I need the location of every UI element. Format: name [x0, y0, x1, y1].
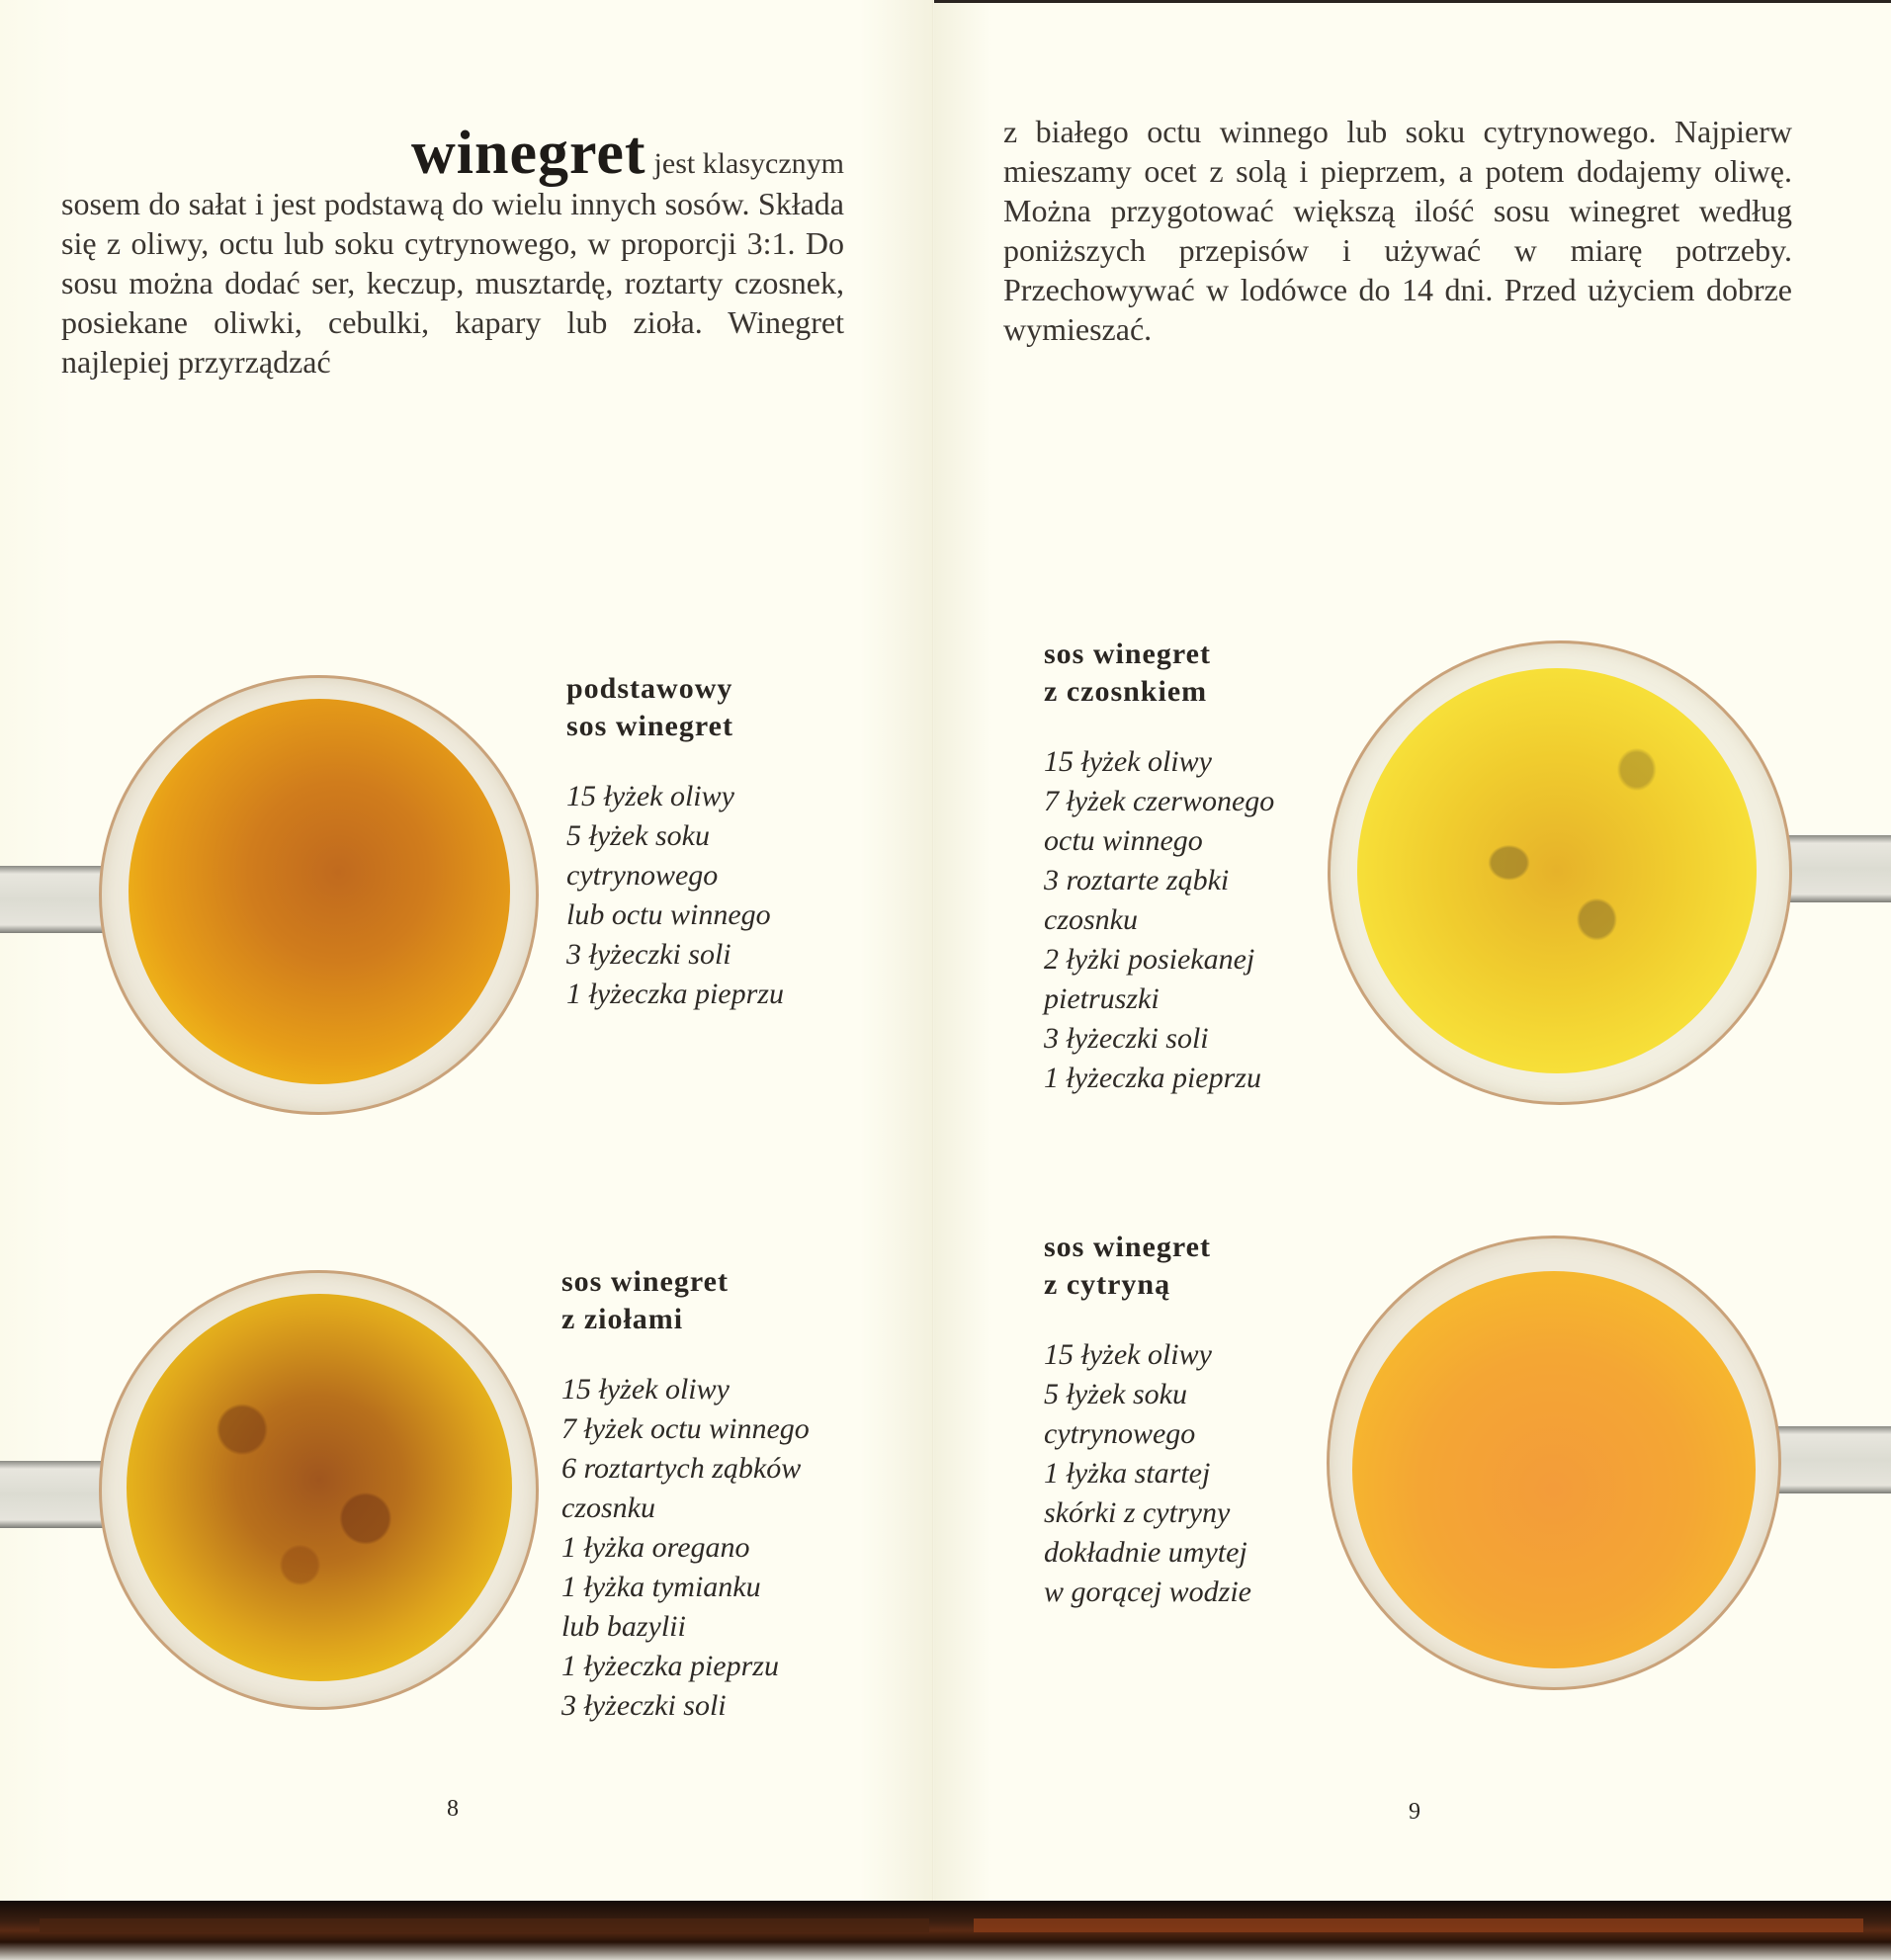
ingredient: 3 łyżeczki soli	[1044, 1022, 1209, 1055]
photo-basic-vinaigrette-bowl	[99, 675, 539, 1115]
ingredient: czosnku	[1044, 903, 1138, 936]
recipe-title	[561, 1263, 810, 1338]
ingredient: 7 łyżek octu winnego	[561, 1412, 810, 1445]
ingredient: 15 łyżek oliwy	[566, 780, 734, 812]
book-cover-edge	[0, 1901, 1891, 1960]
ingredient: 1 łyżeczka pieprzu	[561, 1650, 779, 1682]
recipe-title-line1: sos winegret	[1044, 638, 1211, 670]
ingredient: 1 łyżka tymianku	[561, 1571, 761, 1603]
left-page	[0, 0, 934, 1901]
ingredient: 15 łyżek oliwy	[1044, 1338, 1212, 1371]
recipe-title	[1044, 1229, 1251, 1304]
ingredient: 5 łyżek soku	[1044, 1378, 1187, 1410]
recipe-title	[566, 670, 784, 745]
ingredient: 2 łyżki posiekanej	[1044, 943, 1255, 976]
recipe-title-line1: sos winegret	[561, 1265, 729, 1298]
ingredient-list	[566, 777, 784, 1014]
ingredient-list	[561, 1370, 810, 1726]
recipe-basic	[566, 670, 784, 1014]
recipe-title-line2: z cytryną	[1044, 1268, 1171, 1301]
photo-lemon-vinaigrette-bowl	[1327, 1236, 1781, 1690]
ingredient: cytrynowego	[1044, 1417, 1196, 1450]
recipe-herbs	[561, 1263, 810, 1726]
ingredient: 3 łyżeczki soli	[561, 1689, 727, 1722]
photo-herb-vinaigrette-bowl	[99, 1270, 539, 1710]
bowl-liquid	[129, 699, 510, 1084]
bowl-liquid	[127, 1294, 512, 1681]
cover-edge-strip	[974, 1918, 1863, 1932]
ingredient: skórki z cytryny	[1044, 1496, 1231, 1529]
intro-first-line-rest: jest klasycznym	[653, 147, 844, 180]
recipe-title-line2: sos winegret	[566, 710, 733, 742]
intro-body-right: z białego octu winnego lub soku cytrynowego. Najpierw mieszamy ocet z solą i pieprzem, a potem dodajemy oliwę. Można przygotować większą ilość sosu winegret według poniższych przepisów i używać w miarę potrzeby. Przechowywać w lodówce do 14 dni. Przed użyciem dobrze wymieszać.	[1003, 114, 1792, 347]
intro-text-left	[61, 120, 844, 382]
photo-garlic-vinaigrette-bowl	[1328, 640, 1792, 1105]
recipe-garlic	[1044, 636, 1274, 1098]
recipe-title-line1: sos winegret	[1044, 1231, 1211, 1263]
ingredient: 6 roztartych ząbków	[561, 1452, 802, 1485]
ingredient: 15 łyżek oliwy	[561, 1373, 730, 1406]
recipe-title-line1: podstawowy	[566, 672, 733, 705]
ingredient: 5 łyżek soku	[566, 819, 710, 852]
right-page	[934, 0, 1891, 1904]
recipe-title-line2: z ziołami	[561, 1303, 684, 1335]
ingredient: cytrynowego	[566, 859, 719, 892]
bowl-liquid	[1357, 668, 1757, 1073]
ingredient: czosnku	[561, 1491, 655, 1524]
intro-body-left: sosem do sałat i jest podstawą do wielu innych sosów. Składa się z oliwy, octu lub soku cytrynowego, w proporcji 3:1. Do sosu można dodać ser, keczup, musztardę, roztarty czosnek, posiekane oliwki, cebulki, kapary lub zioła. Winegret najlepiej przyrządzać	[61, 186, 844, 380]
recipe-lemon	[1044, 1229, 1251, 1612]
ingredient: 15 łyżek oliwy	[1044, 745, 1212, 778]
ingredient: pietruszki	[1044, 982, 1160, 1015]
ingredient: dokładnie umytej	[1044, 1536, 1247, 1569]
ingredient-list	[1044, 1335, 1251, 1612]
recipe-title	[1044, 636, 1274, 711]
headword: winegret	[410, 120, 646, 187]
ingredient: 1 łyżeczka pieprzu	[566, 978, 784, 1010]
ingredient: 7 łyżek czerwonego	[1044, 785, 1275, 817]
ingredient: octu winnego	[1044, 824, 1203, 857]
ingredient: 1 łyżka startej	[1044, 1457, 1211, 1490]
ingredient: w gorącej wodzie	[1044, 1576, 1251, 1608]
ingredient: 3 roztarte ząbki	[1044, 864, 1230, 896]
page-number-right: 9	[1409, 1799, 1420, 1825]
ingredient: 1 łyżka oregano	[561, 1531, 750, 1564]
intro-first-line	[61, 120, 844, 187]
ingredient-list	[1044, 742, 1274, 1098]
ingredient: lub bazylii	[561, 1610, 686, 1643]
page-number-left: 8	[447, 1796, 459, 1822]
cover-edge-strip	[40, 1918, 929, 1932]
ingredient: lub octu winnego	[566, 898, 771, 931]
ingredient: 3 łyżeczki soli	[566, 938, 731, 971]
bowl-liquid	[1352, 1271, 1756, 1668]
recipe-title-line2: z czosnkiem	[1044, 675, 1208, 708]
ingredient: 1 łyżeczka pieprzu	[1044, 1062, 1261, 1094]
intro-text-right	[1003, 112, 1792, 349]
